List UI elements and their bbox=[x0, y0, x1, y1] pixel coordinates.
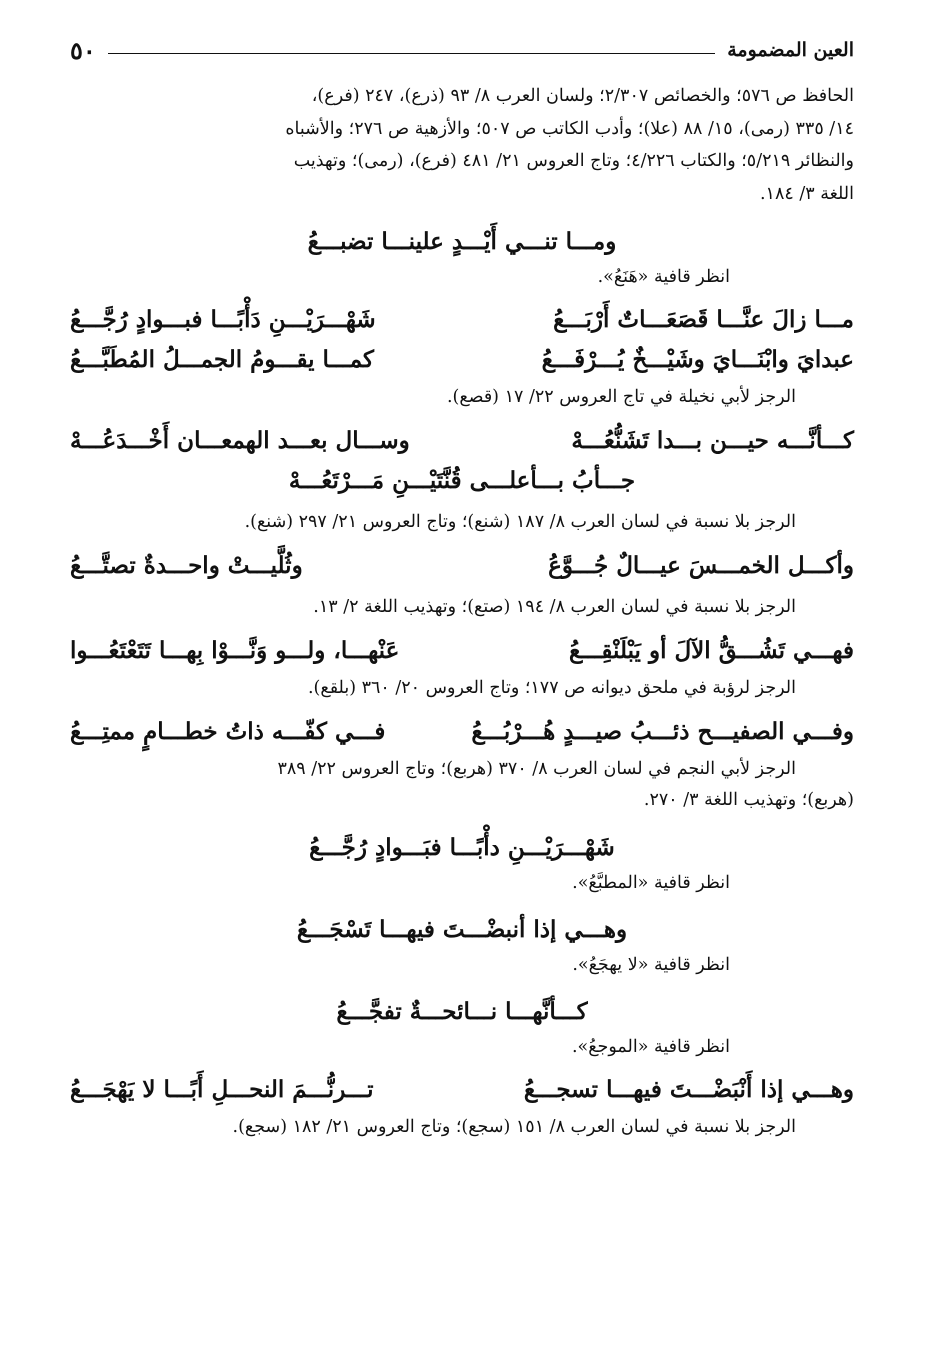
source-note: الرجز لرؤبة في ملحق ديوانه ص ١٧٧؛ وتاج العروس ٢٠/ ٣٦٠ (بلقع). bbox=[307, 678, 796, 698]
source-note: الرجز لأبي نخيلة في تاج العروس ٢٢/ ١٧ (قصع). bbox=[446, 387, 796, 407]
source-note-line: الرجز لأبي النجم في لسان العرب ٨/ ٣٧٠ (هربع)؛ وتاج العروس ٢٢/ ٣٨٩ bbox=[277, 759, 796, 779]
verse-line bbox=[70, 1070, 854, 1110]
verse-right-hemistich: وهـــي إذا أَنْبَضْـــتَ فيهـــا تسجـــعُ bbox=[523, 1076, 854, 1103]
verse-line bbox=[70, 631, 854, 671]
cross-reference: انظر قافية «هَنَعُ». bbox=[597, 267, 730, 287]
verse-right-hemistich: مـــا زالَ عنَّـــا قَصَعَـــاتٌ أَرْبَـــعُ bbox=[553, 306, 854, 333]
verse-left-hemistich: وســـال بعـــد الهمعـــان أَخْـــدَعُـــهْ bbox=[70, 427, 410, 454]
verse-left-hemistich: عَنْهـــا، ولـــو وَنَّـــوْا بِهـــا تَتَعْتَعُـــوا bbox=[70, 637, 400, 664]
hemistich: ومـــا تنـــي أَيْـــدٍ علينـــا تضبـــعُ bbox=[307, 228, 617, 255]
page-number: ٥٠ bbox=[70, 35, 96, 65]
references-continued bbox=[70, 80, 854, 210]
source-note-line: (هربع)؛ وتهذيب اللغة ٣/ ٢٧٠. bbox=[643, 790, 854, 810]
verse-left-hemistich: شَهْـــرَيْـــنِ دَأْبًـــا فبـــوادٍ رُجَّـــعُ bbox=[70, 306, 376, 333]
verse-line bbox=[70, 712, 854, 752]
verse-left-hemistich: وثُلَّيـــتْ واحـــدةٌ تصتَّـــعُ bbox=[70, 552, 303, 579]
cross-reference: انظر قافية «المطبَّعُ». bbox=[572, 873, 730, 893]
page bbox=[70, 34, 854, 1143]
source-note: الرجز بلا نسبة في لسان العرب ٨/ ١٩٤ (صتع)؛ وتهذيب اللغة ٢/ ١٣. bbox=[313, 597, 796, 617]
verse-line bbox=[70, 340, 854, 380]
cross-reference: انظر قافية «لا يهجَعُ». bbox=[572, 955, 730, 975]
reference-line: ١٤/ ٣٣٥ (رمى)، ١٥/ ٨٨ (علا)؛ وأدب الكاتب ص ٥٠٧؛ والأزهية ص ٢٧٦؛ والأشباه bbox=[285, 118, 854, 139]
source-note bbox=[70, 754, 854, 816]
verse-left-hemistich: تـــرنُّـــمَ النحـــلِ أَبًـــا لا يَهْجَـــعُ bbox=[70, 1076, 374, 1103]
hemistich: كـــأنَّهـــا نـــائحـــةٌ تفجَّـــعُ bbox=[336, 998, 588, 1025]
verse-right-hemistich: كـــأنَّـــه حيـــن بـــدا تَشَنُّعُـــهْ bbox=[571, 427, 854, 454]
verse-right-hemistich: عبدايَ وابْنَـــايَ وشَيْـــخٌ يُـــرْفَـــعُ bbox=[541, 346, 854, 373]
running-title: العين المضمومة bbox=[727, 39, 854, 61]
header-rule bbox=[108, 53, 715, 54]
source-note: الرجز بلا نسبة في لسان العرب ٨/ ١٨٧ (شنع)؛ وتاج العروس ٢١/ ٢٩٧ (شنع). bbox=[244, 512, 796, 532]
verse-left-hemistich: كمـــا يقـــومُ الجمـــلُ المُطَبَّـــعُ bbox=[70, 346, 374, 373]
reference-line: الحافظ ص ٥٧٦؛ والخصائص ٢/٣٠٧؛ ولسان العرب ٨/ ٩٣ (ذرع)، ٢٤٧ (فرع)، bbox=[311, 86, 854, 106]
verse-line bbox=[70, 421, 854, 461]
reference-line: اللغة ٣/ ١٨٤. bbox=[759, 183, 854, 204]
verse-left-hemistich: فـــي كفّـــه ذاتُ خطـــامٍ ممتِـــعُ bbox=[70, 718, 386, 745]
verse-line bbox=[70, 546, 854, 586]
hemistich: شَهْـــرَيْـــنِ دأْبًـــا فبَـــوادٍ رُجَّـــعُ bbox=[309, 834, 615, 861]
cross-reference: انظر قافية «الموجعُ». bbox=[571, 1037, 730, 1057]
hemistich: جـــأبُ بـــأعلـــى قُنَّتَيْـــنِ مَـــرْتَعُـــهْ bbox=[288, 467, 636, 494]
verse-right-hemistich: وأكـــل الخمـــسَ عيـــالٌ جُـــوَّعُ bbox=[548, 552, 854, 579]
verse-line bbox=[70, 300, 854, 340]
verse-right-hemistich: وفـــي الصفيـــح ذئـــبُ صيـــدٍ هُـــرْبُـــعُ bbox=[471, 718, 854, 745]
reference-line: والنظائر ٥/٢١٩؛ والكتاب ٤/٢٢٦؛ وتاج العروس ٢١/ ٤٨١ (فرع)، (رمى)؛ وتهذيب bbox=[293, 151, 854, 171]
verse-right-hemistich: فهـــي تَشُـــقُّ الآلَ أو يَبْلَنْقِـــعُ bbox=[568, 637, 854, 664]
hemistich: وهـــي إذا أنبضْـــتَ فيهـــا تَسْجَـــعُ bbox=[296, 916, 628, 943]
page-header bbox=[70, 34, 854, 66]
source-note: الرجز بلا نسبة في لسان العرب ٨/ ١٥١ (سجع)؛ وتاج العروس ٢١/ ١٨٢ (سجع). bbox=[232, 1117, 796, 1137]
